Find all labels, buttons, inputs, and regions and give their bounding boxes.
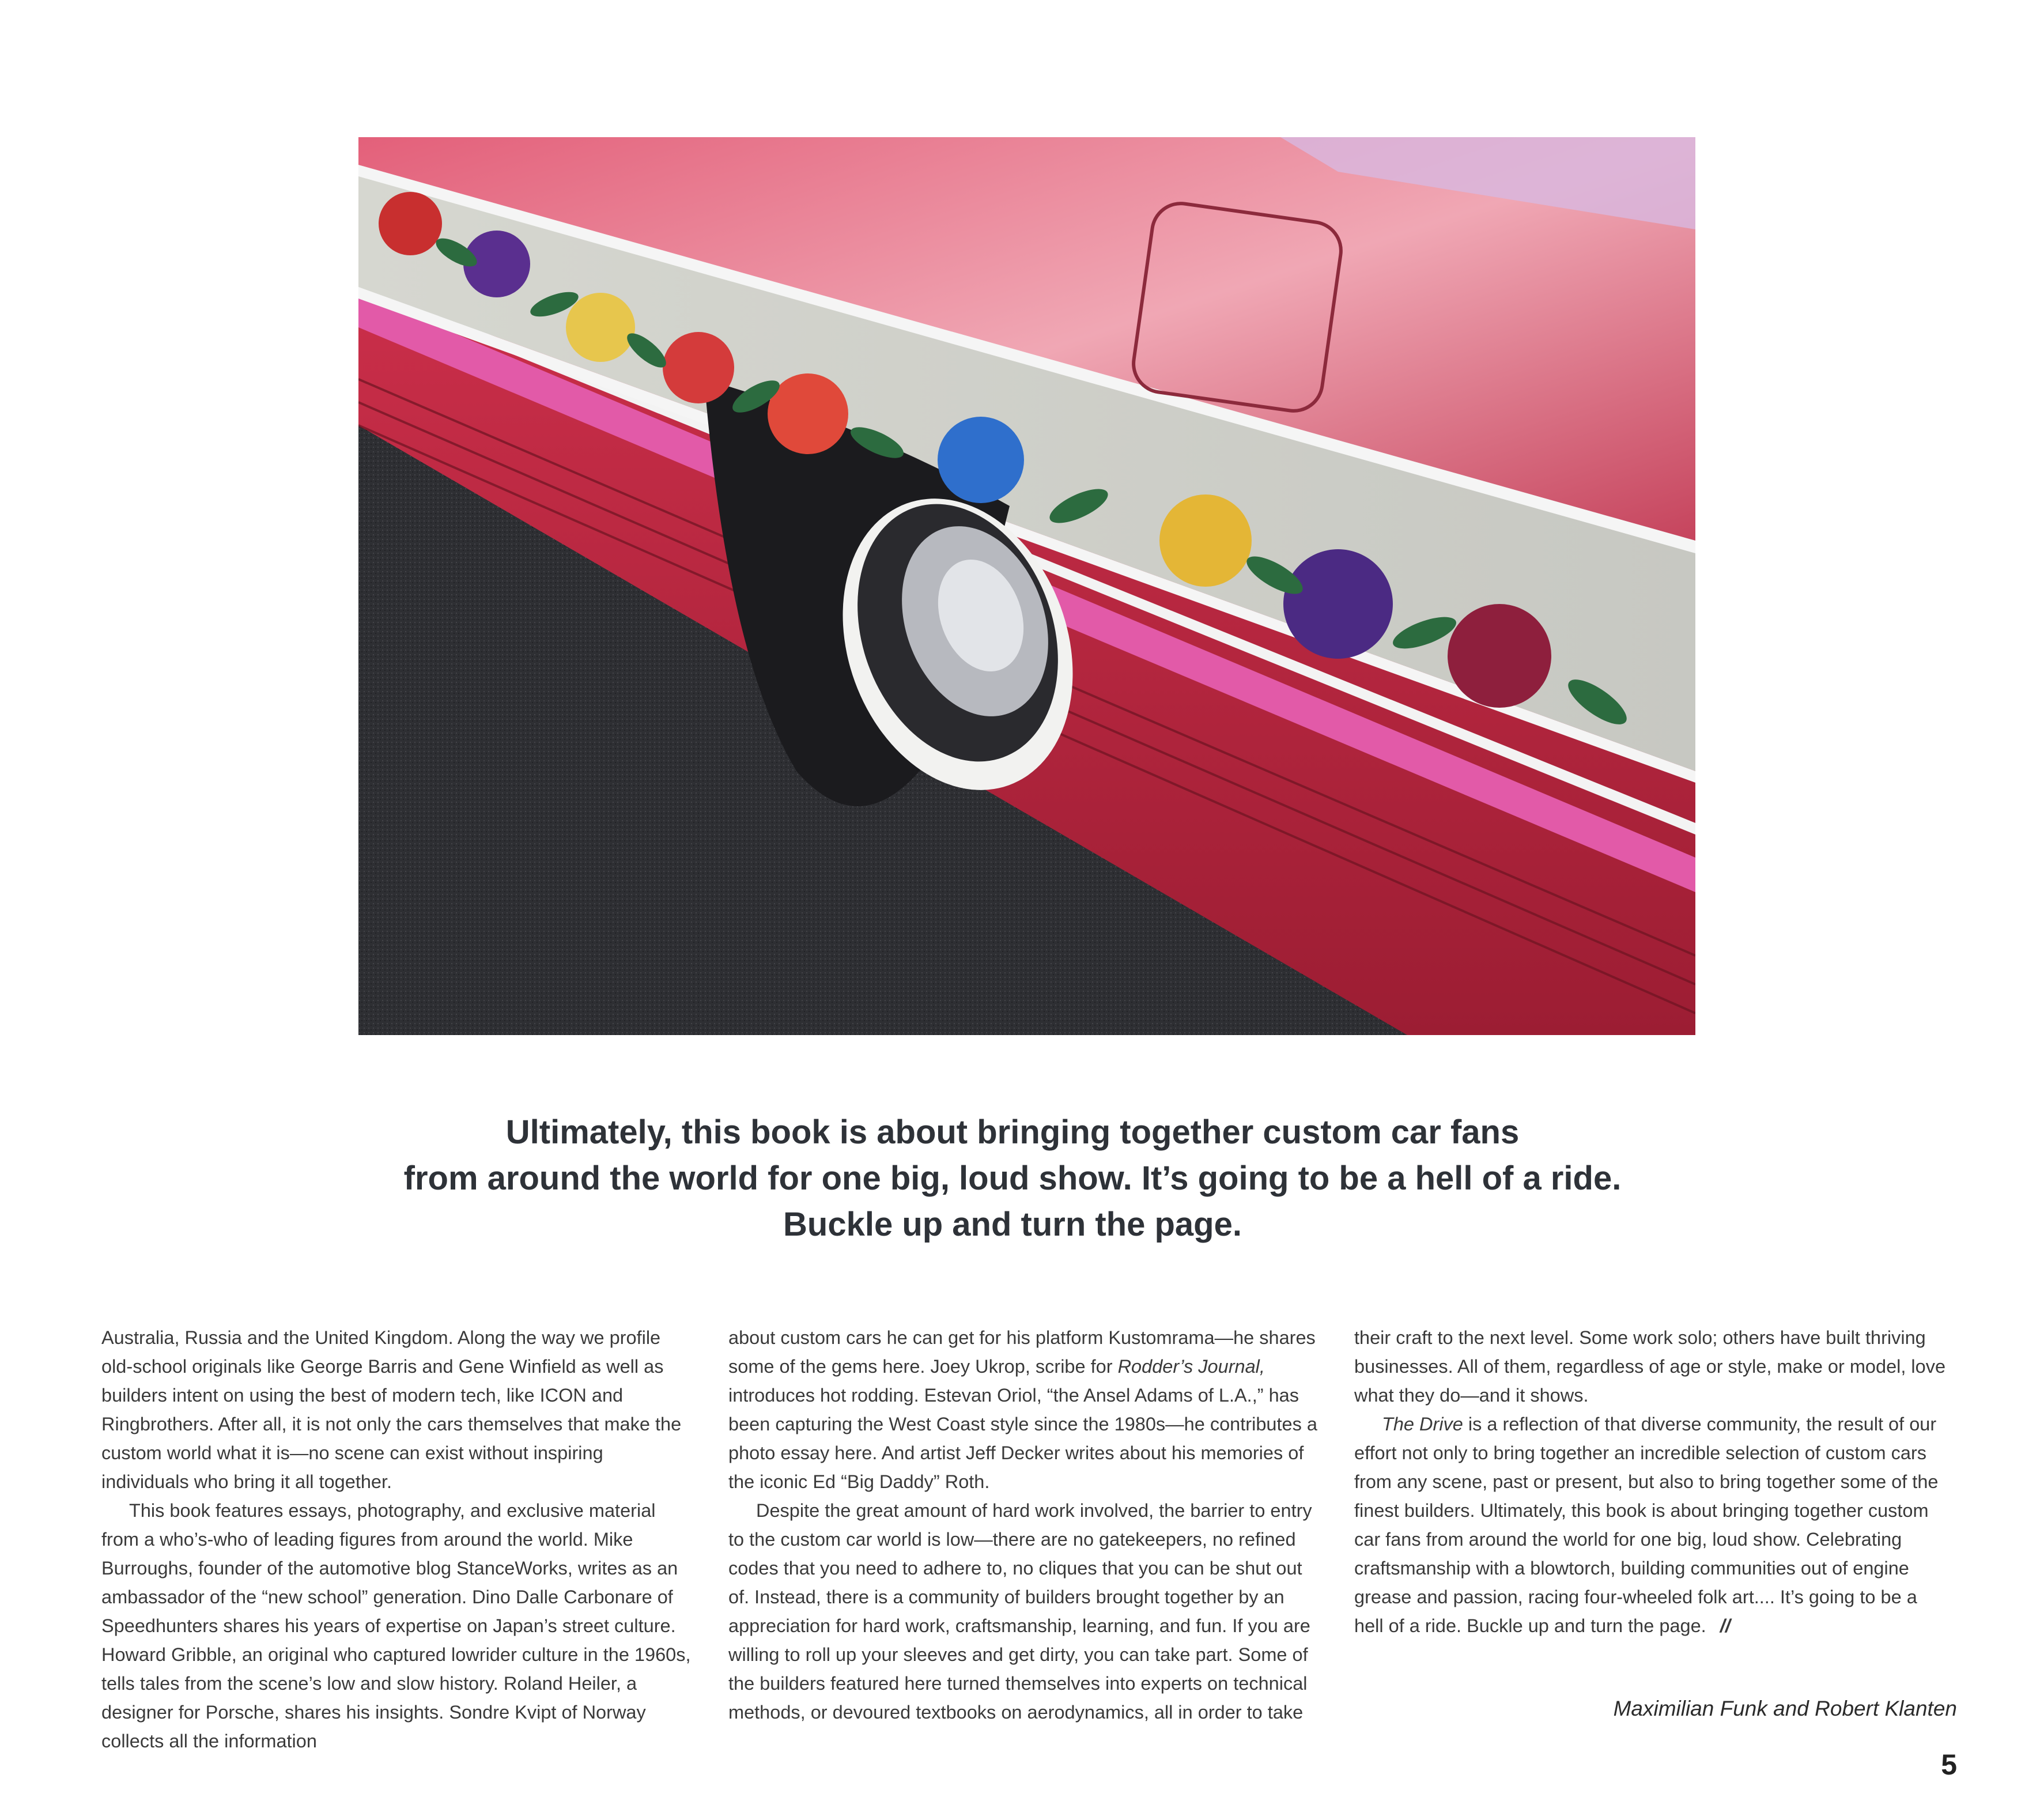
book-title: The Drive: [1382, 1414, 1463, 1434]
paragraph: This book features essays, photography, and exclusive material from a who’s-who of leading figures from around the world. Mike Burroughs, founder of the automotive blog StanceWorks, writes as an ambassador of the “new school” generation. Dino Dalle Carbonare of Speedhunters shares his years of expertise on Japan’s street culture. Howard Gribble, an original who captured lowrider culture in the 1960s, tells tales from the scene’s low and slow history. Roland Heiler, a designer for Porsche, shares his insights. Sondre Kvipt of Norway collects all the information: [101, 1500, 691, 1751]
paragraph: their craft to the next level. Some work solo; others have built thriving businesses. All of them, regardless of age or style, make or model, love what they do—and it shows.: [1354, 1327, 1946, 1406]
paragraph: [1354, 1410, 1948, 1640]
text-column-2: [728, 1323, 1322, 1727]
text-run: is a reflection of that diverse community, the result of our effort not only to bring together an incredible selection of custom cars from any scene, past or present, but also to bring together some of the finest builders. Ultimately, this book is about bringing together custom car fans from around the world for one big, loud show. Celebrating craftsmanship with a blowtorch, building communities out of engine grease and passion, racing four-wheeled folk art.... It’s going to be a hell of a ride. Buckle up and turn the page.: [1354, 1414, 1939, 1636]
text-run: introduces hot rodding. Estevan Oriol, “the Ansel Adams of L.A.,” has been capturing the West Coast style since the 1980s—he contributes a photo essay here. And artist Jeff Decker writes about his memories of the iconic Ed “Big Daddy” Roth.: [728, 1385, 1317, 1492]
pull-quote-line-3: Buckle up and turn the page.: [783, 1206, 1242, 1243]
end-mark: //: [1720, 1615, 1731, 1636]
paragraph: Despite the great amount of hard work involved, the barrier to entry to the custom car world is low—there are no gatekeepers, no refined codes that you need to adhere to, no cliques that you can be shut out of. Instead, there is a community of builders brought together by an appreciation for hard work, craftsmanship, learning, and fun. If you are willing to roll up your sleeves and get dirty, you can take part. Some of the builders featured here turned themselves into experts on technical methods, or devoured textbooks on aerodynamics, all in order to take: [728, 1500, 1312, 1723]
page-number: 5: [1941, 1749, 1957, 1781]
car-photo: [358, 137, 1695, 1035]
publication-title: Rodder’s Journal,: [1117, 1356, 1265, 1377]
author-byline: Maximilian Funk and Robert Klanten: [1613, 1697, 1957, 1720]
pull-quote: [231, 1109, 1794, 1248]
car-side-rose-mural-image: [358, 137, 1695, 1035]
paragraph: [728, 1323, 1322, 1496]
text-run: about custom cars he can get for his platform Kustomrama—he shares some of the gems here. Joey Ukrop, scribe for: [728, 1327, 1316, 1377]
pull-quote-line-1: Ultimately, this book is about bringing together custom car fans: [505, 1113, 1520, 1151]
pull-quote-line-2: from around the world for one big, loud show. It’s going to be a hell of a ride.: [403, 1160, 1622, 1197]
text-column-1: [101, 1323, 695, 1755]
text-column-3: [1354, 1323, 1948, 1640]
paragraph: Australia, Russia and the United Kingdom. Along the way we profile old-school originals like George Barris and Gene Winfield as well as builders intent on using the best of modern tech, like ICON and Ringbrothers. After all, it is not only the cars themselves that make the custom world what it is—no scene can exist without inspiring individuals who bring it all together.: [101, 1327, 682, 1492]
